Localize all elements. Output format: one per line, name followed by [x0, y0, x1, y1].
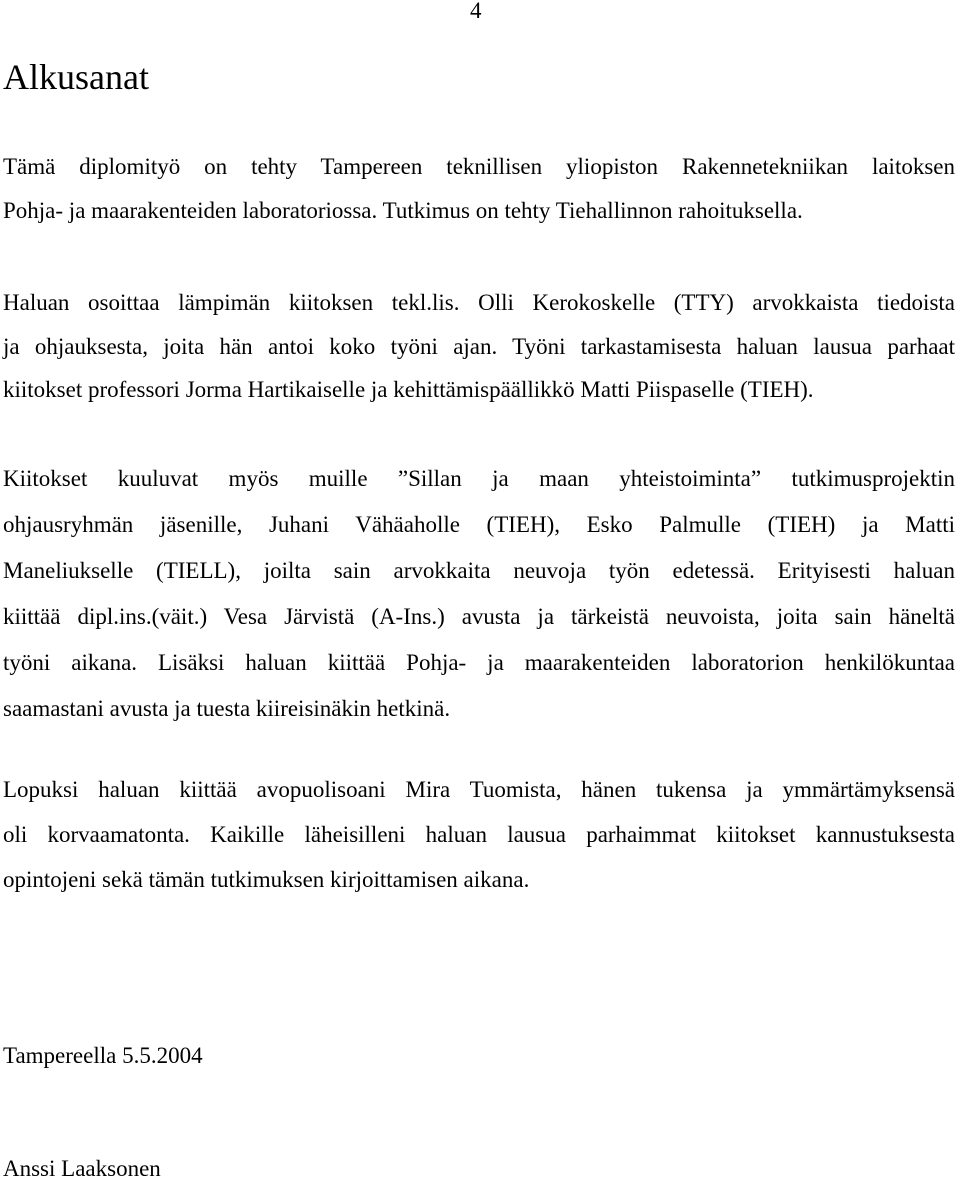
paragraph-line: kiitokset professori Jorma Hartikaiselle ja kehittämispäällikkö Matti Piispaselle (TIEH). — [3, 377, 814, 402]
paragraph-line: Tämä diplomityö on tehty Tampereen teknillisen yliopiston Rakennetekniikan laitoksen — [3, 154, 955, 179]
paragraph-family — [3, 767, 955, 902]
place-and-date: Tampereella 5.5.2004 — [3, 1043, 203, 1068]
page-number: 4 — [470, 0, 482, 23]
paragraph-funding — [3, 145, 955, 233]
paragraph-line: ja ohjauksesta, joita hän antoi koko työni ajan. Työni tarkastamisesta haluan lausua parhaat — [3, 333, 955, 359]
paragraph-line: opintojeni sekä tämän tutkimuksen kirjoittamisen aikana. — [3, 867, 530, 892]
author-name: Anssi Laaksonen — [3, 1156, 161, 1181]
paragraph-line: saamastani avusta ja tuesta kiireisinäkin hetkinä. — [3, 696, 451, 721]
paragraph-line: Pohja- ja maarakenteiden laboratoriossa. Tutkimus on tehty Tiehallinnon rahoituksella. — [3, 198, 803, 223]
paragraph-line: Kiitokset kuuluvat myös muille ”Sillan ja maan yhteistoiminta” tutkimusprojektin — [3, 466, 955, 491]
paragraph-line: ohjausryhmän jäsenille, Juhani Vähäaholle (TIEH), Esko Palmulle (TIEH) ja Matti — [3, 512, 955, 537]
paragraph-line: Maneliukselle (TIELL), joilta sain arvokkaita neuvoja työn edetessä. Erityisesti haluan — [3, 558, 955, 583]
paragraph-supervisors — [3, 281, 955, 412]
paragraph-line: työni aikana. Lisäksi haluan kiittää Pohja- ja maarakenteiden laboratorion henkilökuntaa — [3, 650, 955, 675]
page-heading: Alkusanat — [3, 57, 149, 97]
paragraph-line: kiittää dipl.ins.(väit.) Vesa Järvistä (A-Ins.) avusta ja tärkeistä neuvoista, joita sain häneltä — [3, 604, 955, 629]
paragraph-line: oli korvaamatonta. Kaikille läheisilleni haluan lausua parhaimmat kiitokset kannustuksesta — [3, 822, 955, 847]
paragraph-line: Lopuksi haluan kiittää avopuolisoani Mira Tuomista, hänen tukensa ja ymmärtämyksensä — [3, 777, 955, 802]
paragraph-line: Haluan osoittaa lämpimän kiitoksen tekl.lis. Olli Kerokoskelle (TTY) arvokkaista tiedoista — [3, 290, 955, 315]
paragraph-steering-group — [3, 456, 955, 732]
